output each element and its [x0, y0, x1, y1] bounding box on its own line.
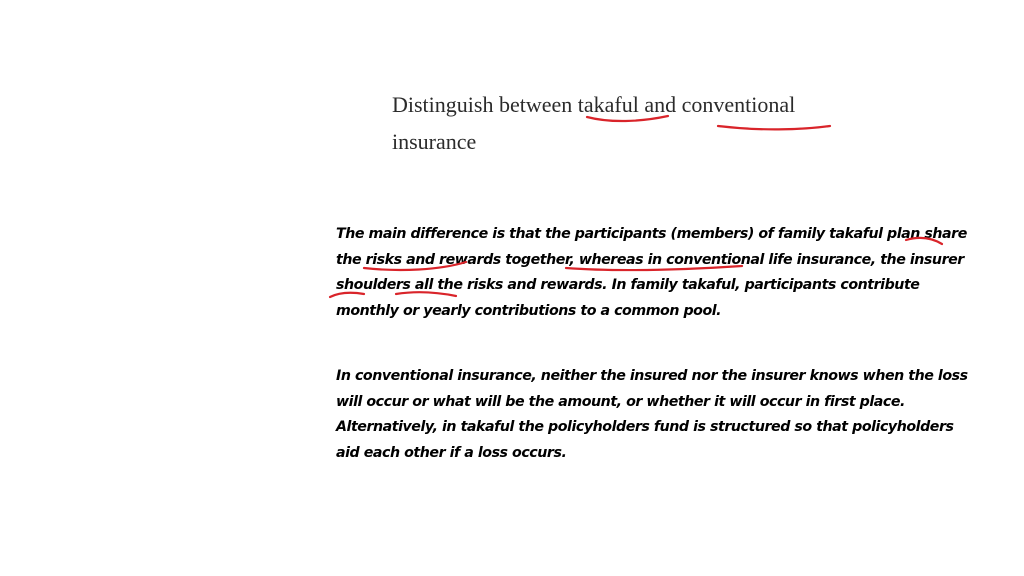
question-line-2: insurance [392, 129, 477, 154]
answer-paragraph-2: In conventional insurance, neither the insured nor the insurer knows when the loss will occur or what will be the amount, or whether it will occur in first place. Alternatively, in takaful the policyholders fund is structured so that policyholders aid each other if a loss occurs. [336, 368, 968, 461]
answer-paragraph-1: The main difference is that the participants (members) of family takaful plan share the risks and rewards together, whereas in conventional life insurance, the insurer shoulders all the risks and rewards. In family takaful, participants contribute monthly or yearly contributions to a common pool. [336, 226, 967, 319]
question-heading [392, 86, 872, 160]
question-line-1: Distinguish between takaful and conventional [392, 92, 796, 117]
